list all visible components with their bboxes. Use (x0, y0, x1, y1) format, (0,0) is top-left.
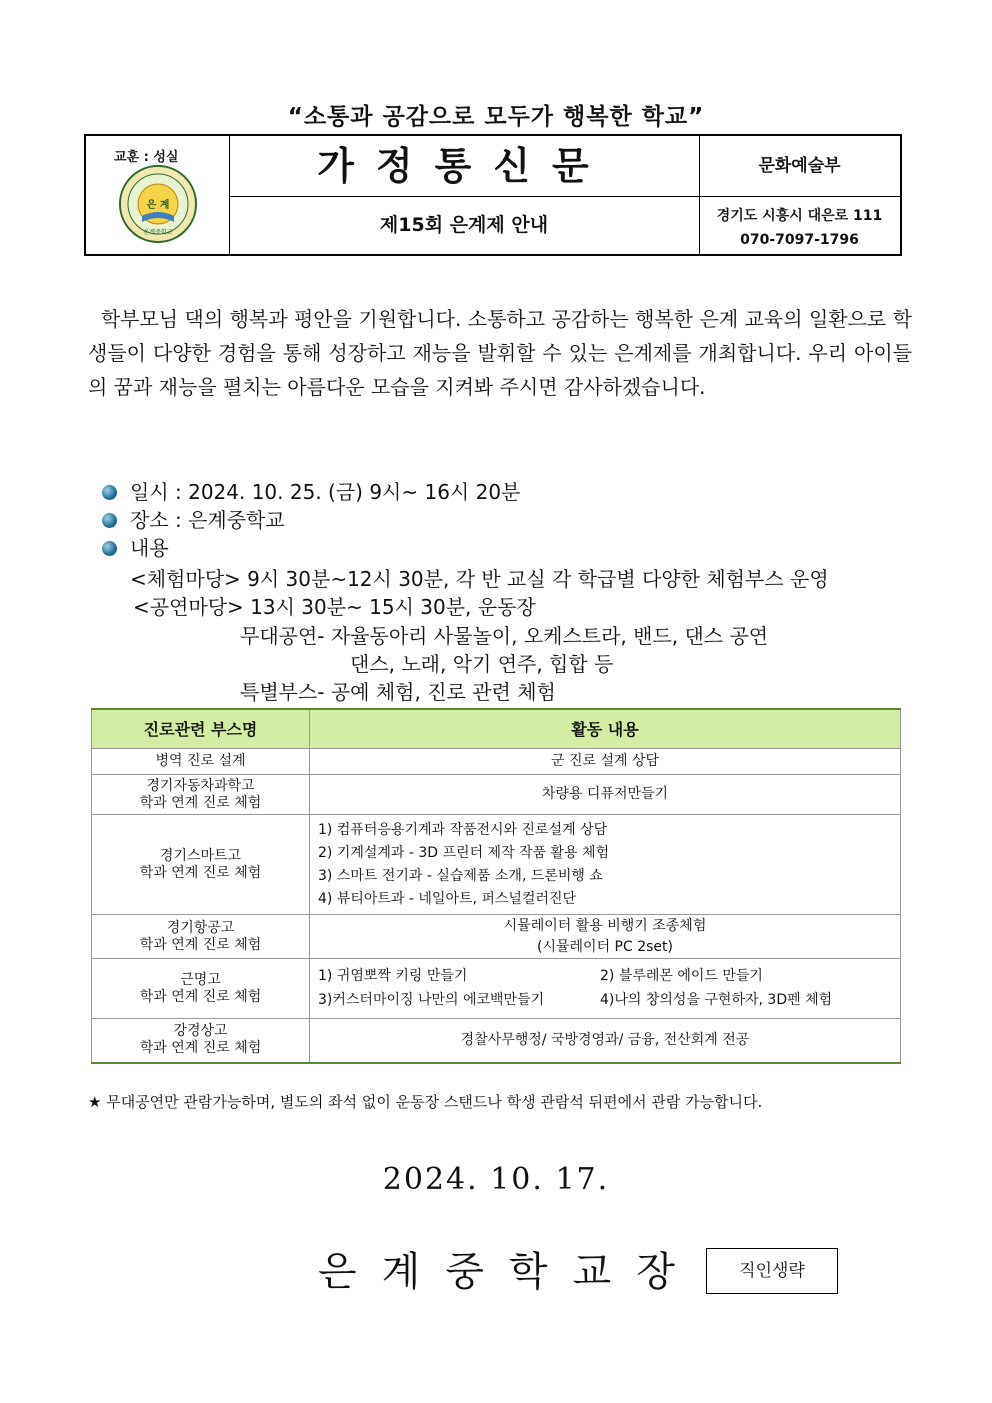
bullet-icon (102, 513, 117, 528)
newsletter-title: 가정통신문 (229, 136, 700, 197)
booth-activity: 시뮬레이터 활용 비행기 조종체험 (시뮬레이터 PC 2set) (310, 915, 901, 959)
booth-activity: 1) 귀염뽀짝 키링 만들기 2) 블루레몬 에이드 만들기 3)커스터마이징 나만의 에코백만들기 4)나의 창의성을 구현하자, 3D펜 체험 (310, 959, 901, 1019)
school-address: 경기도 시흥시 대은로 111 (716, 208, 883, 224)
table-row (92, 959, 901, 1019)
experience-zone: <체험마당> 9시 30분~12시 30분, 각 반 교실 각 학급별 다양한 체험부스 운영 (130, 567, 829, 591)
department: 문화예술부 (699, 136, 900, 197)
special-booth: 특별부스- 공예 체험, 진로 관련 체험 (240, 680, 556, 704)
booth-name: 근명고 학과 연계 진로 체험 (92, 959, 310, 1019)
newsletter-subtitle: 제15회 은계제 안내 (229, 196, 700, 254)
booth-name: 경기자동차과학고 학과 연계 진로 체험 (92, 775, 310, 815)
intro-paragraph: 학부모님 댁의 행복과 평안을 기원합니다. 소통하고 공감하는 행복한 은계 교육의 일환으로 학생들이 다양한 경험을 통해 성장하고 재능을 발휘할 수 있는 은계제를 개최합니다. 우리 아이들의 꿈과 재능을 펼치는 아름다운 모습을 지켜봐 주시면 감사하겠습니다. (88, 307, 912, 399)
school-logo-icon (118, 164, 198, 244)
booth-name: 경기스마트고 학과 연계 진로 체험 (92, 815, 310, 915)
school-emblem-cell (86, 136, 230, 254)
logo-center-text: 은 계 (146, 200, 170, 211)
booth-name: 병역 진로 설계 (92, 749, 310, 775)
stage-performance-cont: 댄스, 노래, 악기 연주, 힙합 등 (350, 652, 614, 676)
booth-activity: 군 진로 설계 상담 (310, 749, 901, 775)
school-phone: 070-7097-1796 (740, 232, 859, 248)
school-contact (699, 196, 900, 254)
career-booth-table (91, 708, 901, 1064)
principal-signature: 은계중학교장 (318, 1249, 700, 1295)
table-header-row (92, 709, 901, 749)
booth-activity: 경찰사무행정/ 국방경영과/ 금융, 전산회계 전공 (310, 1019, 901, 1063)
booth-name: 강경상고 학과 연계 진로 체험 (92, 1019, 310, 1063)
bullet-icon (102, 485, 117, 500)
stage-performance: 무대공연- 자율동아리 사물놀이, 오케스트라, 밴드, 댄스 공연 (240, 624, 769, 648)
issue-date: 2024. 10. 17. (382, 1162, 610, 1197)
event-date: 일시 : 2024. 10. 25. (금) 9시~ 16시 20분 (130, 480, 521, 504)
booth-activity: 차량용 디퓨저만들기 (310, 775, 901, 815)
bullet-icon (102, 541, 117, 556)
performance-zone: <공연마당> 13시 30분~ 15시 30분, 운동장 (133, 595, 536, 619)
table-row (92, 815, 901, 915)
column-header: 진로관련 부스명 (92, 709, 310, 749)
table-row (92, 775, 901, 815)
school-motto: 교훈 : 성실 (114, 150, 179, 165)
table-row (92, 915, 901, 959)
school-slogan: “소통과 공감으로 모두가 행복한 학교” (287, 104, 705, 130)
column-header: 활동 내용 (310, 709, 901, 749)
event-place: 장소 : 은계중학교 (130, 508, 285, 532)
booth-name: 경기항공고 학과 연계 진로 체험 (92, 915, 310, 959)
event-content-label: 내용 (130, 536, 169, 560)
logo-bottom-text: 은계중학교 (143, 229, 173, 236)
viewing-note: ★ 무대공연만 관람가능하며, 별도의 좌석 없이 운동장 스탠드나 학생 관람석 뒤편에서 관람 가능합니다. (88, 1093, 763, 1111)
seal-omitted-box: 직인생략 (706, 1248, 838, 1294)
newsletter-header (84, 134, 902, 256)
booth-activity: 1) 컴퓨터응용기계과 작품전시와 진로설계 상담 2) 기계설계과 - 3D 프린터 제작 작품 활용 체험 3) 스마트 전기과 - 실습제품 소개, 드론비행 쇼 4) 뷰티아트과 - 네일아트, 퍼스널컬러진단 (310, 815, 901, 915)
table-row (92, 1019, 901, 1063)
table-row (92, 749, 901, 775)
